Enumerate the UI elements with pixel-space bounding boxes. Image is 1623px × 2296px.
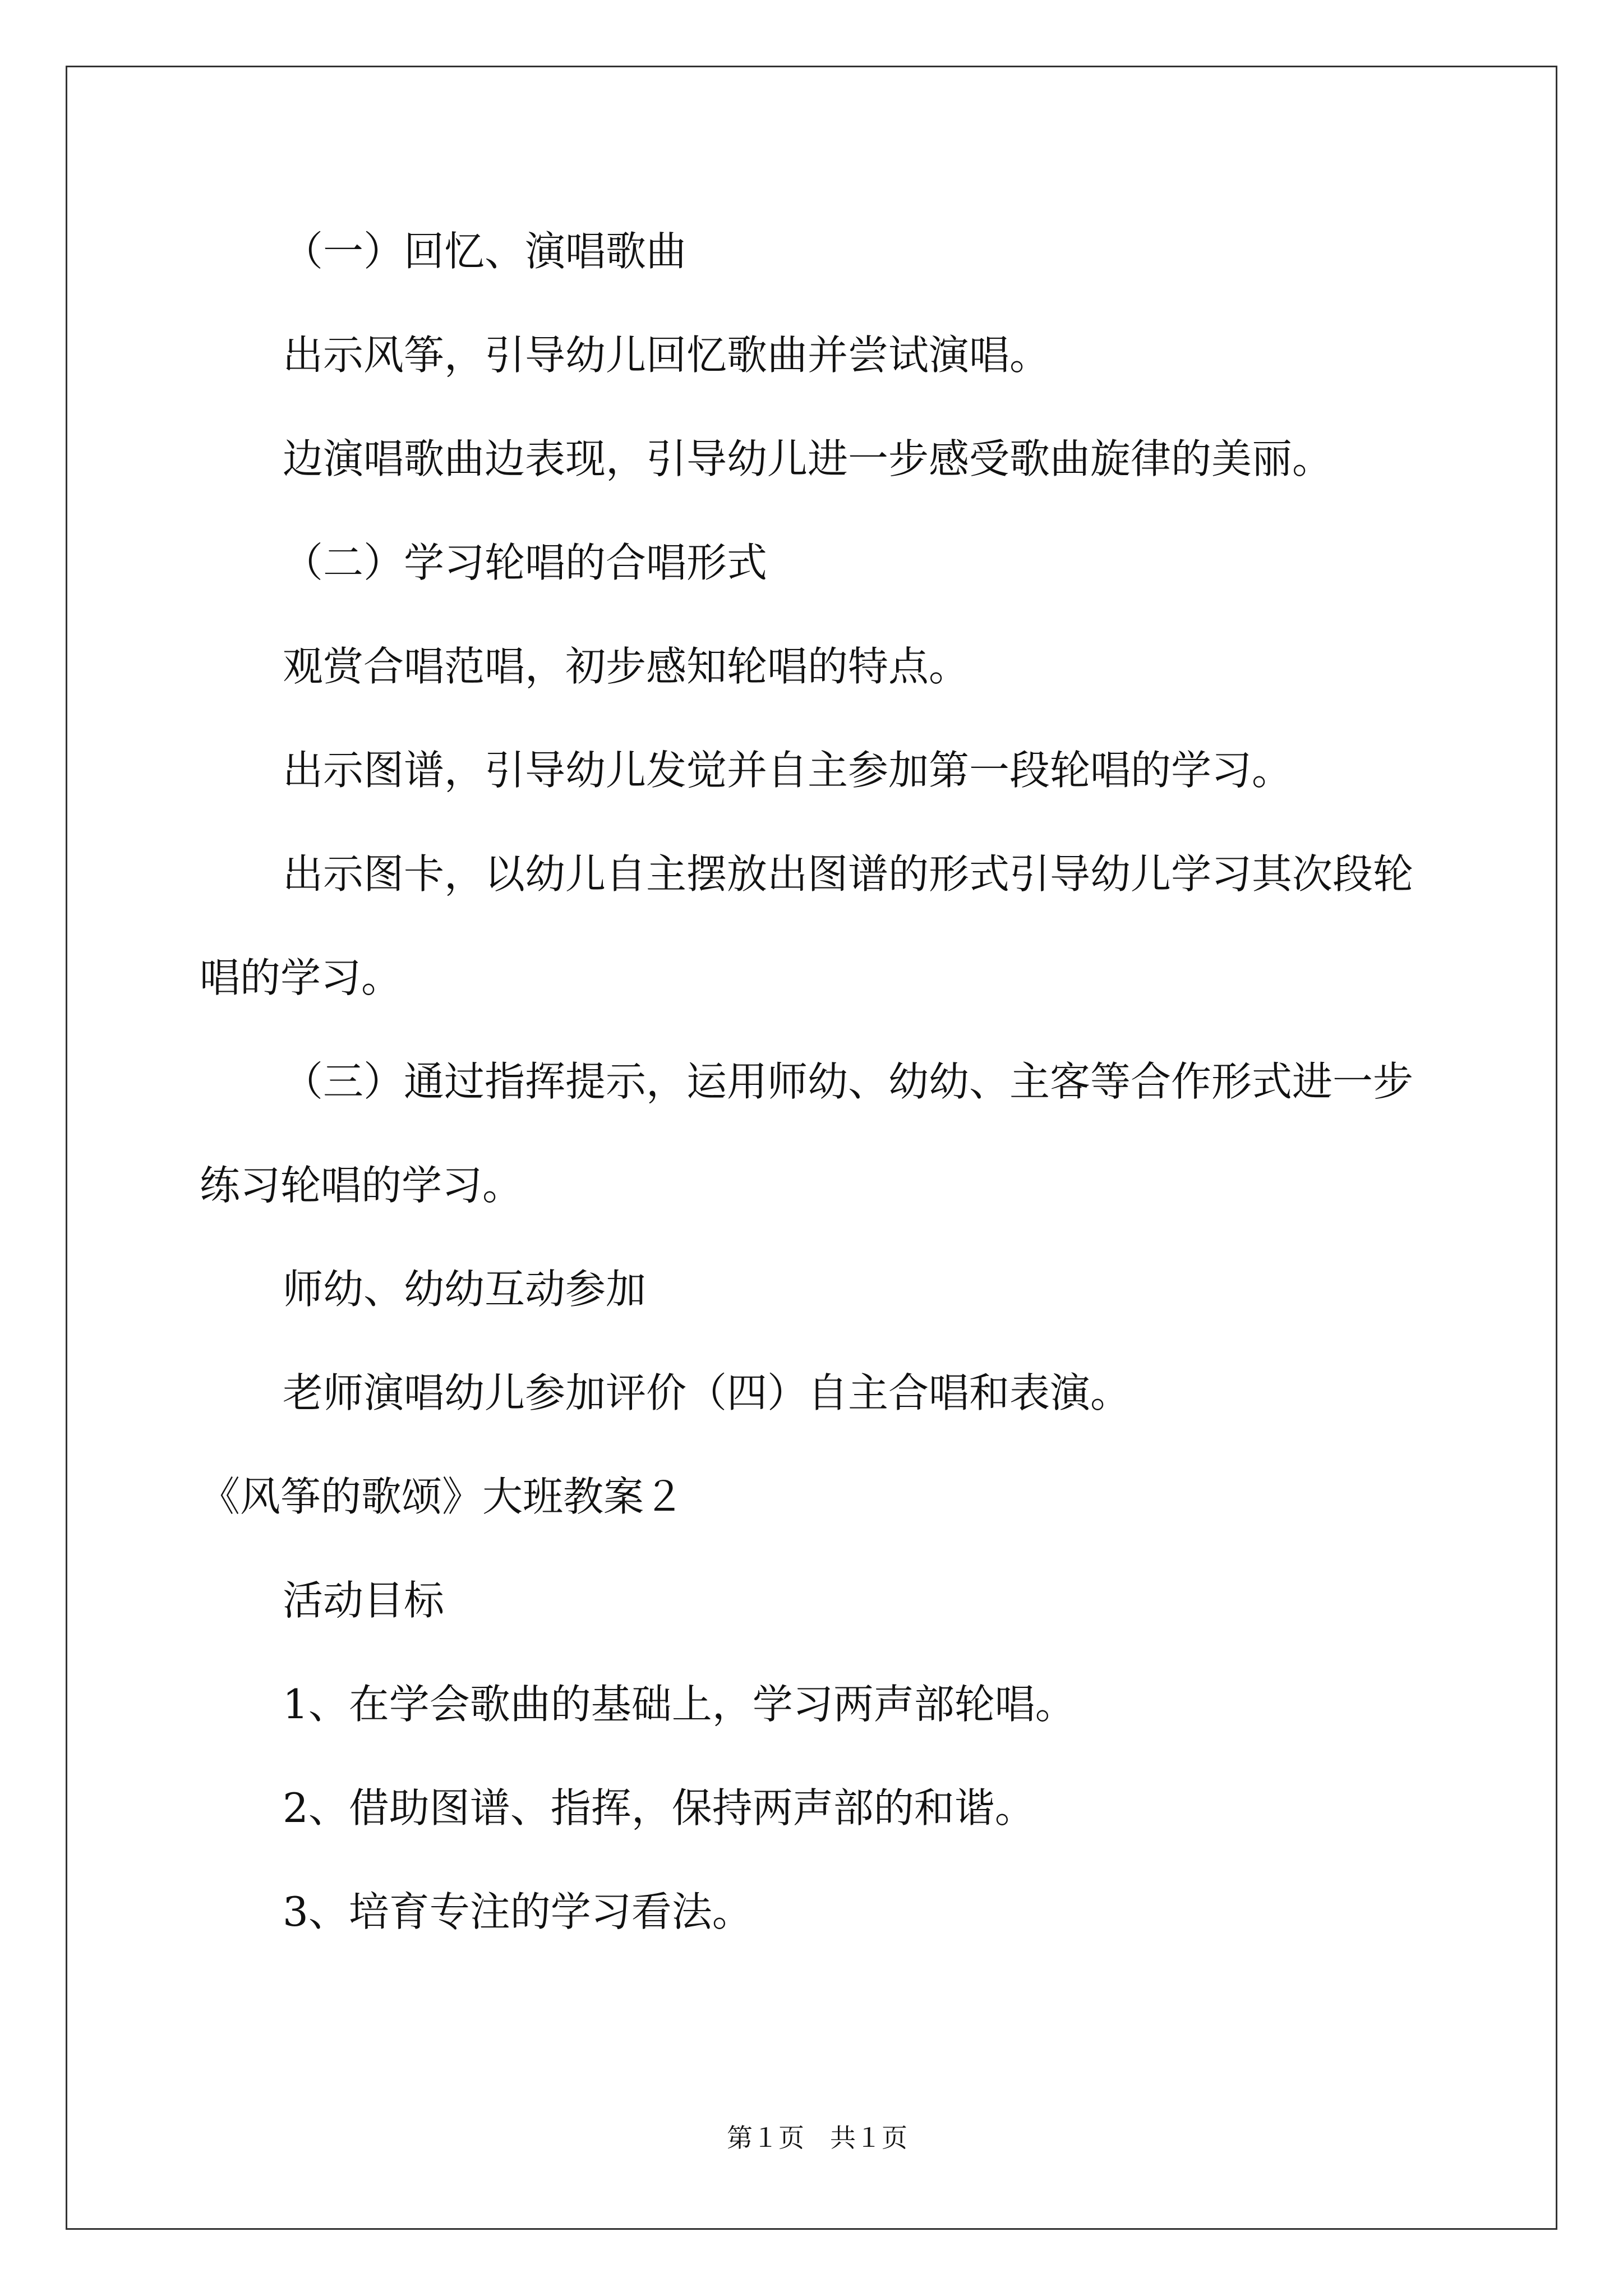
paragraph: 老师演唱幼儿参加评价（四）自主合唱和表演。 xyxy=(283,1369,1131,1416)
paragraph: 师幼、幼幼互动参加 xyxy=(283,1266,647,1313)
list-item: 2、借助图谱、指挥，保持两声部的和谐。 xyxy=(283,1784,1035,1832)
section-heading-3: （三）通过指挥提示，运用师幼、幼幼、主客等合作形式进一步 xyxy=(283,1058,1414,1105)
subheading: 活动目标 xyxy=(283,1577,445,1624)
list-item: 3、培育专注的学习看法。 xyxy=(283,1888,753,1935)
paragraph: 出示图谱，引导幼儿发觉并自主参加第一段轮唱的学习。 xyxy=(283,747,1293,794)
section-heading-1: （一）回忆、演唱歌曲 xyxy=(283,228,687,275)
paragraph-continuation: 练习轮唱的学习。 xyxy=(200,1162,523,1209)
paragraph: 出示风筝，引导幼儿回忆歌曲并尝试演唱。 xyxy=(283,332,1050,379)
paragraph: 边演唱歌曲边表现，引导幼儿进一步感受歌曲旋律的美丽。 xyxy=(283,435,1333,482)
section-heading-2: （二）学习轮唱的合唱形式 xyxy=(283,539,768,586)
list-item: 1、在学会歌曲的基础上，学习两声部轮唱。 xyxy=(283,1681,1076,1728)
paragraph: 观赏合唱范唱，初步感知轮唱的特点。 xyxy=(283,643,970,690)
page-footer: 第１页 共１页 xyxy=(727,2123,907,2153)
paragraph-continuation: 唱的学习。 xyxy=(200,954,402,1001)
paragraph: 出示图卡，以幼儿自主摆放出图谱的形式引导幼儿学习其次段轮 xyxy=(283,850,1414,898)
lesson-title: 《风筝的歌颂》大班教案２ xyxy=(200,1473,685,1520)
